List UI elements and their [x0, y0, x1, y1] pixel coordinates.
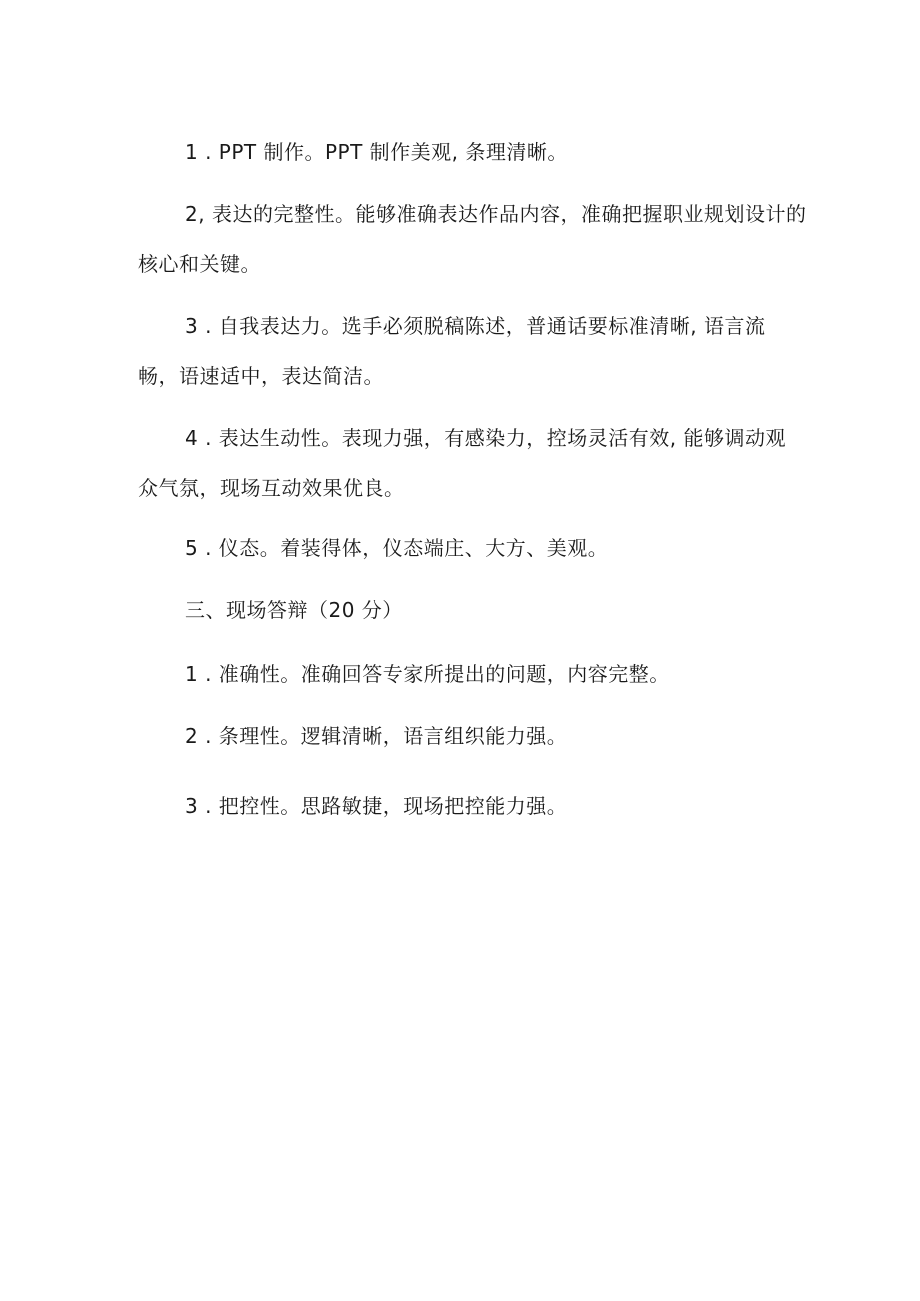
criterion-1: 1 . PPT 制作。PPT 制作美观, 条理清晰。: [185, 140, 568, 164]
criterion-4-line-2: 众气氛，现场互动效果优良。: [138, 476, 405, 500]
criterion-2-line-2: 核心和关键。: [138, 252, 261, 276]
defense-item-1: 1 . 准确性。准确回答专家所提出的问题，内容完整。: [185, 662, 670, 686]
criterion-3-line-2: 畅，语速适中，表达简洁。: [138, 364, 384, 388]
criterion-3-line-1: 3 . 自我表达力。选手必须脱稿陈述，普通话要标准清晰, 语言流: [185, 314, 766, 338]
defense-item-2: 2 . 条理性。逻辑清晰，语言组织能力强。: [185, 724, 568, 748]
defense-item-3: 3 . 把控性。思路敏捷，现场把控能力强。: [185, 794, 568, 818]
criterion-2-line-1: 2, 表达的完整性。能够准确表达作品内容，准确把握职业规划设计的: [185, 202, 807, 226]
section-heading: 三、现场答辩（20 分）: [185, 598, 403, 622]
criterion-4-line-1: 4 . 表达生动性。表现力强，有感染力，控场灵活有效, 能够调动观: [185, 426, 787, 450]
criterion-5: 5 . 仪态。着装得体，仪态端庄、大方、美观。: [185, 536, 609, 560]
